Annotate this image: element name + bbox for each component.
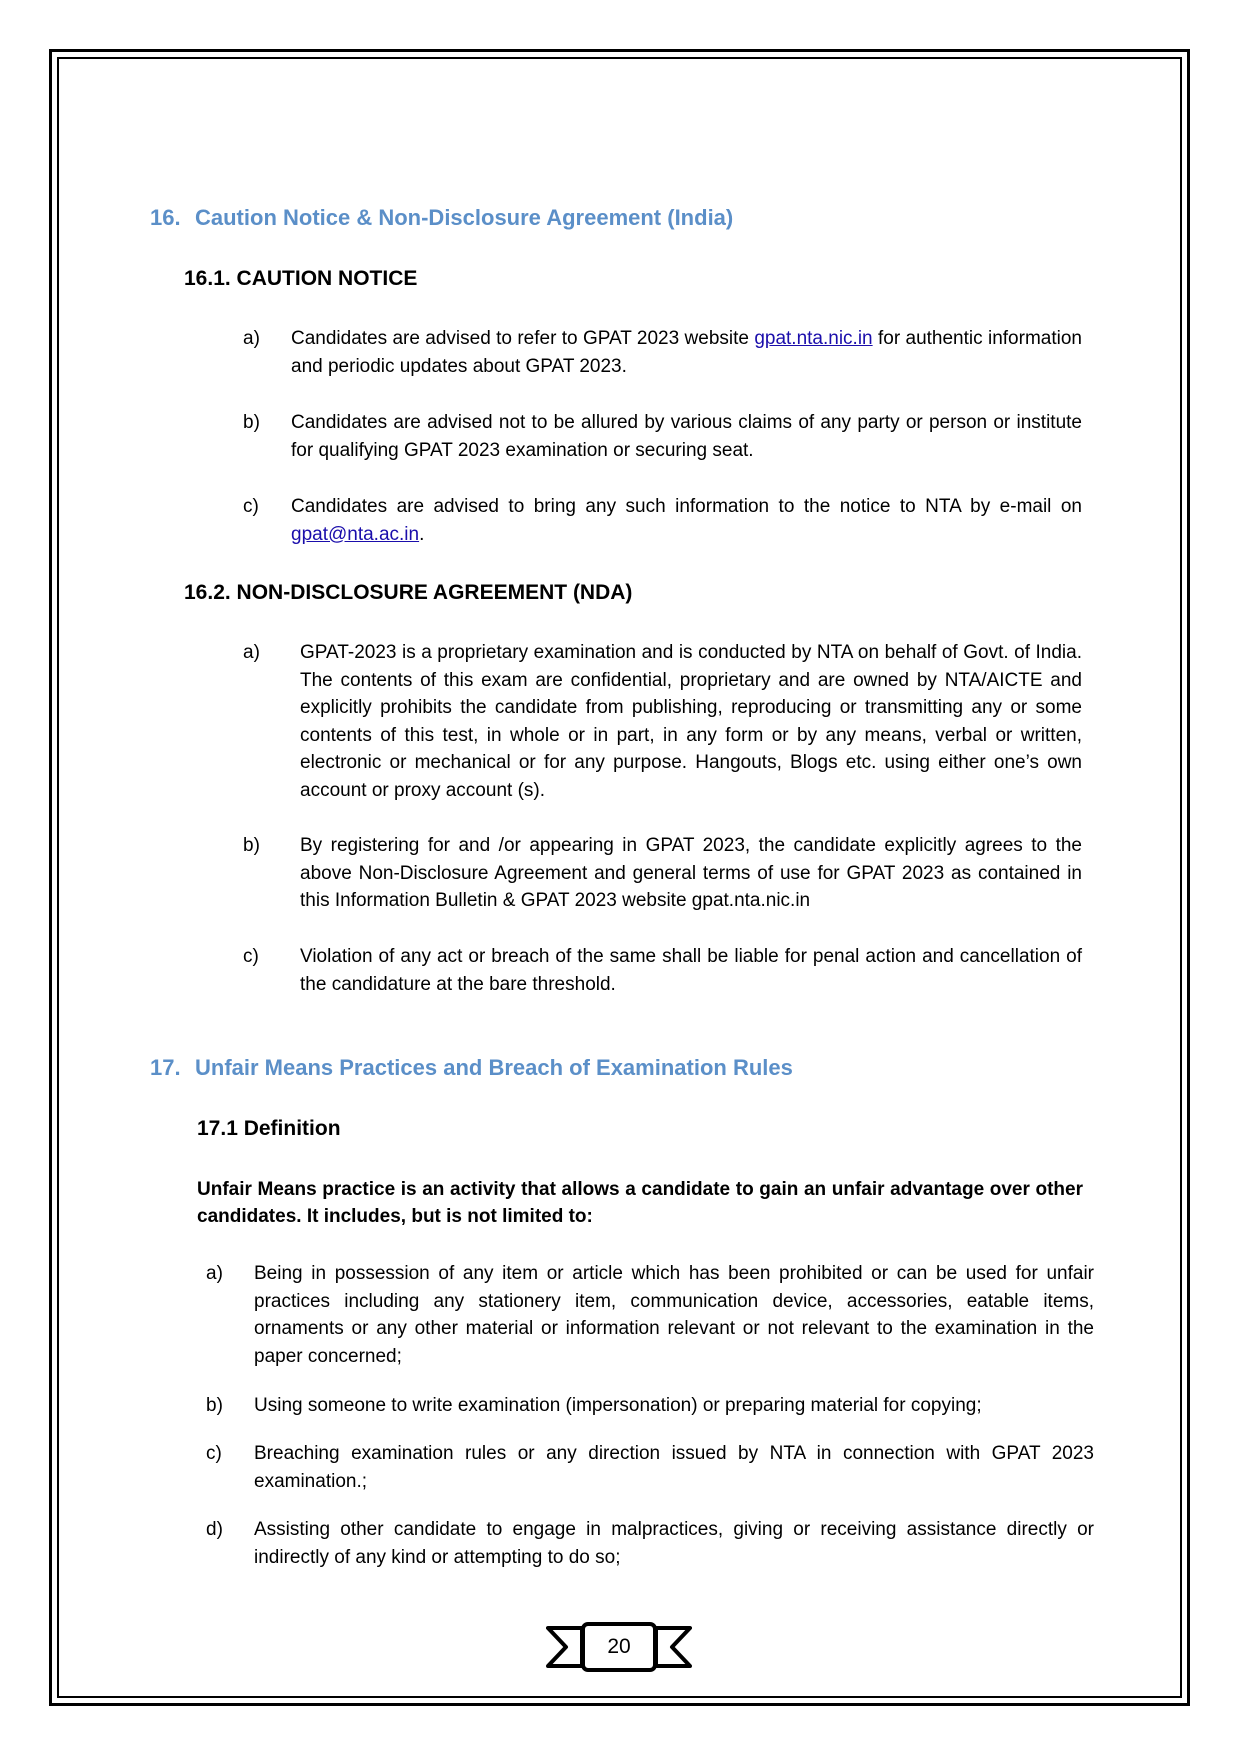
section-16-number: 16. [150,205,181,230]
page-number: 20 [607,1635,631,1658]
subsection-17-1-title: 17.1 Definition [197,1117,341,1140]
item-label: c) [243,496,259,517]
item-text: By registering for and /or appearing in GPAT 2023, the candidate explicitly agrees to the above Non-Disclosure Agreement and general terms of use for GPAT 2023 as contained in this Information Bulletin & GPAT 2023 website gpat.nta.nic.in [300,835,1082,912]
item-label: b) [243,835,260,856]
item-label: c) [243,946,259,967]
caution-item-b [243,409,1083,465]
item-text: Candidates are advised not to be allured by various claims of any party or person or institute for qualifying GPAT 2023 examination or securing seat. [291,412,1082,461]
item-text: Being in possession of any item or article which has been prohibited or can be used for unfair practices including any stationery item, communication device, accessories, eatable items, ornaments or any other material or information relevant or not relevant to the examination in the paper concerned; [254,1263,1094,1367]
item-label: a) [206,1263,223,1284]
item-label: a) [243,328,260,349]
item-text: Candidates are advised to bring any such information to the notice to NTA by e-mail on gpat@nta.ac.in. [291,496,1082,545]
unfair-item-c [206,1440,1094,1496]
nda-item-c [243,943,1083,999]
subsection-16-2-title: 16.2. NON-DISCLOSURE AGREEMENT (NDA) [184,581,633,604]
item-label: b) [206,1395,223,1416]
section-17-heading [150,1055,793,1081]
caution-item-a [243,325,1083,381]
subsection-16-1-title: 16.1. CAUTION NOTICE [184,267,418,290]
item-text: Assisting other candidate to engage in malpractices, giving or receiving assistance directly or indirectly of any kind or attempting to do so; [254,1519,1094,1568]
item-label: b) [243,412,260,433]
item-text: Violation of any act or breach of the same shall be liable for penal action and cancellation of the candidature at the bare threshold. [300,946,1082,995]
caution-item-c [243,493,1083,549]
item-label: d) [206,1519,223,1540]
item-text: Candidates are advised to refer to GPAT 2023 website gpat.nta.nic.in for authentic information and periodic updates about GPAT 2023. [291,328,1082,377]
nda-item-b [243,832,1083,916]
item-label: a) [243,642,260,663]
website-link[interactable]: gpat.nta.nic.in [754,328,873,349]
item-text: GPAT-2023 is a proprietary examination and is conducted by NTA on behalf of Govt. of India. The contents of this exam are confidential, proprietary and are owned by NTA/AICTE and explicitly prohibits the candidate from publishing, reproducing or transmitting any or some contents of this test, in whole or in part, in any form or by any means, verbal or written, electronic or mechanical or for any purpose. Hangouts, Blogs etc. using either one’s own account or proxy account (s). [300,642,1082,801]
item-text: Using someone to write examination (impersonation) or preparing material for copying; [254,1395,982,1416]
section-17-title: Unfair Means Practices and Breach of Examination Rules [195,1055,793,1080]
item-text: Breaching examination rules or any direction issued by NTA in connection with GPAT 2023 examination.; [254,1443,1094,1492]
item-label: c) [206,1443,222,1464]
section-16-heading [150,205,733,231]
email-link[interactable]: gpat@nta.ac.in [291,523,420,545]
section-16-title: Caution Notice & Non-Disclosure Agreement (India) [195,205,734,230]
unfair-item-d [206,1516,1094,1572]
nda-item-a [243,639,1083,805]
unfair-means-intro: Unfair Means practice is an activity that allows a candidate to gain an unfair advantage over other candidates. It includes, but is not limited to: [197,1179,1083,1227]
unfair-item-a [206,1260,1094,1372]
unfair-item-b [206,1392,1094,1420]
section-17-number: 17. [150,1055,181,1080]
